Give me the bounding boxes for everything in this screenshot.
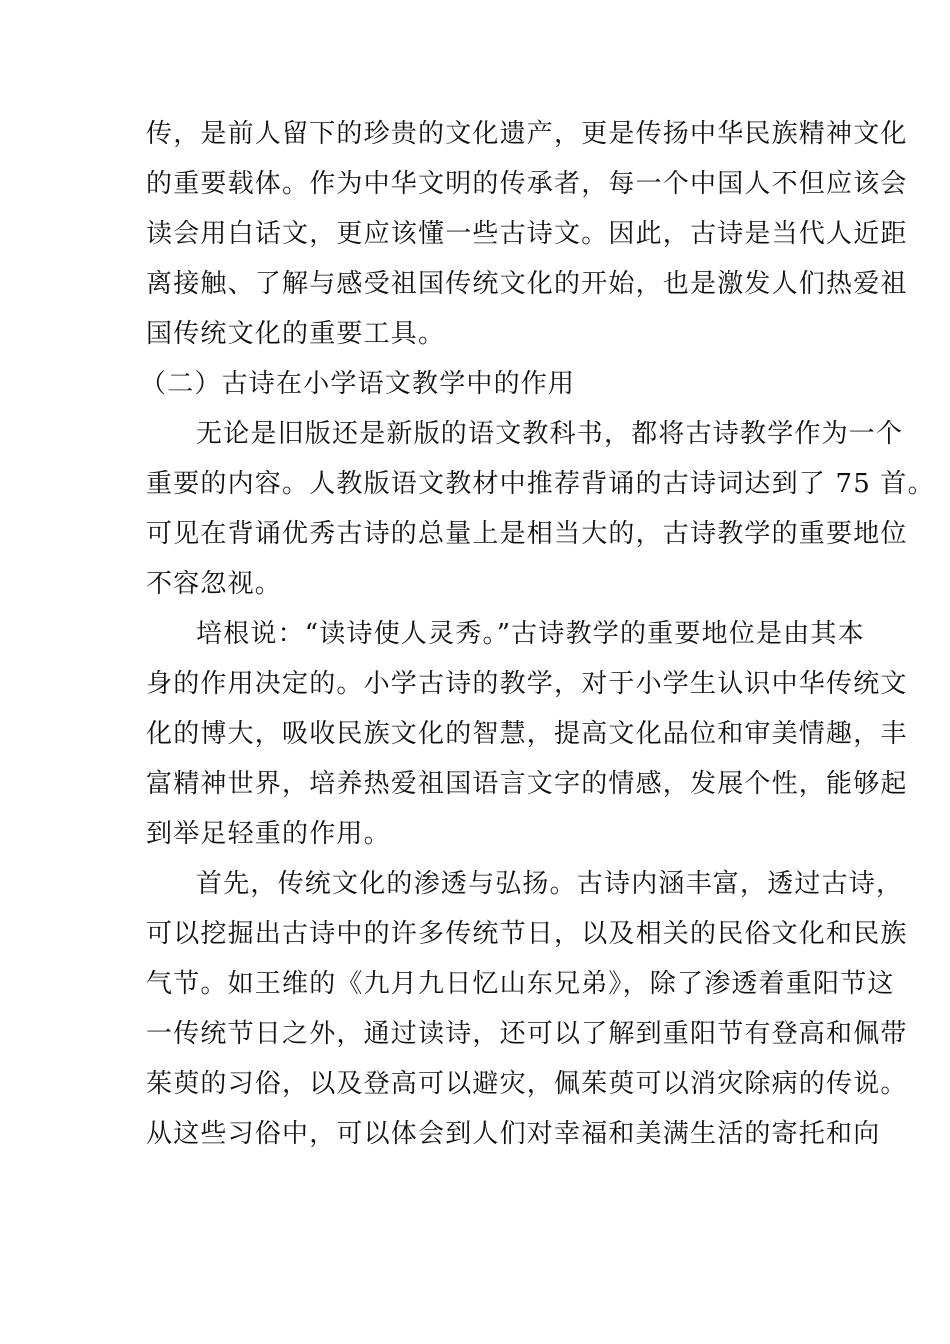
paragraph-line: 重要的内容。人教版语文教材中推荐背诵的古诗词达到了 75 首。 bbox=[146, 469, 935, 499]
paragraph-line: 传，是前人留下的珍贵的文化遗产，更是传扬中华民族精神文化 bbox=[146, 119, 908, 149]
paragraph-line: 可见在背诵优秀古诗的总量上是相当大的，古诗教学的重要地位 bbox=[146, 519, 908, 549]
paragraph-line: 气节。如王维的《九月九日忆山东兄弟》，除了渗透着重阳节这 bbox=[146, 969, 895, 999]
paragraph-line: 读会用白话文，更应该懂一些古诗文。因此，古诗是当代人近距 bbox=[146, 219, 908, 249]
paragraph-line: 离接触、了解与感受祖国传统文化的开始，也是激发人们热爱祖 bbox=[146, 269, 908, 299]
paragraph-line: 不容忽视。 bbox=[146, 569, 283, 599]
paragraph-line: 可以挖掘出古诗中的许多传统节日，以及相关的民俗文化和民族 bbox=[146, 919, 908, 949]
paragraph-line: 化的博大，吸收民族文化的智慧，提高文化品位和审美情趣，丰 bbox=[146, 719, 908, 749]
paragraph-line: 身的作用决定的。小学古诗的教学，对于小学生认识中华传统文 bbox=[146, 669, 908, 699]
paragraph-line: 茱萸的习俗，以及登高可以避灾，佩茱萸可以消灾除病的传说。 bbox=[146, 1069, 908, 1099]
paragraph-line: 到举足轻重的作用。 bbox=[146, 819, 391, 849]
section-heading: （二）古诗在小学语文教学中的作用 bbox=[140, 369, 576, 399]
paragraph-line: 首先，传统文化的渗透与弘扬。古诗内涵丰富，透过古诗， bbox=[196, 869, 904, 899]
paragraph-line: 从这些习俗中，可以体会到人们对幸福和美满生活的寄托和向 bbox=[146, 1119, 881, 1149]
paragraph-line: 无论是旧版还是新版的语文教科书，都将古诗教学作为一个 bbox=[196, 419, 904, 449]
paragraph-line: 培根说：“读诗使人灵秀。”古诗教学的重要地位是由其本 bbox=[196, 619, 865, 649]
paragraph-line: 的重要载体。作为中华文明的传承者，每一个中国人不但应该会 bbox=[146, 169, 908, 199]
paragraph-line: 一传统节日之外，通过读诗，还可以了解到重阳节有登高和佩带 bbox=[146, 1019, 908, 1049]
paragraph-line: 国传统文化的重要工具。 bbox=[146, 319, 446, 349]
paragraph-line: 富精神世界，培养热爱祖国语言文字的情感，发展个性，能够起 bbox=[146, 769, 908, 799]
